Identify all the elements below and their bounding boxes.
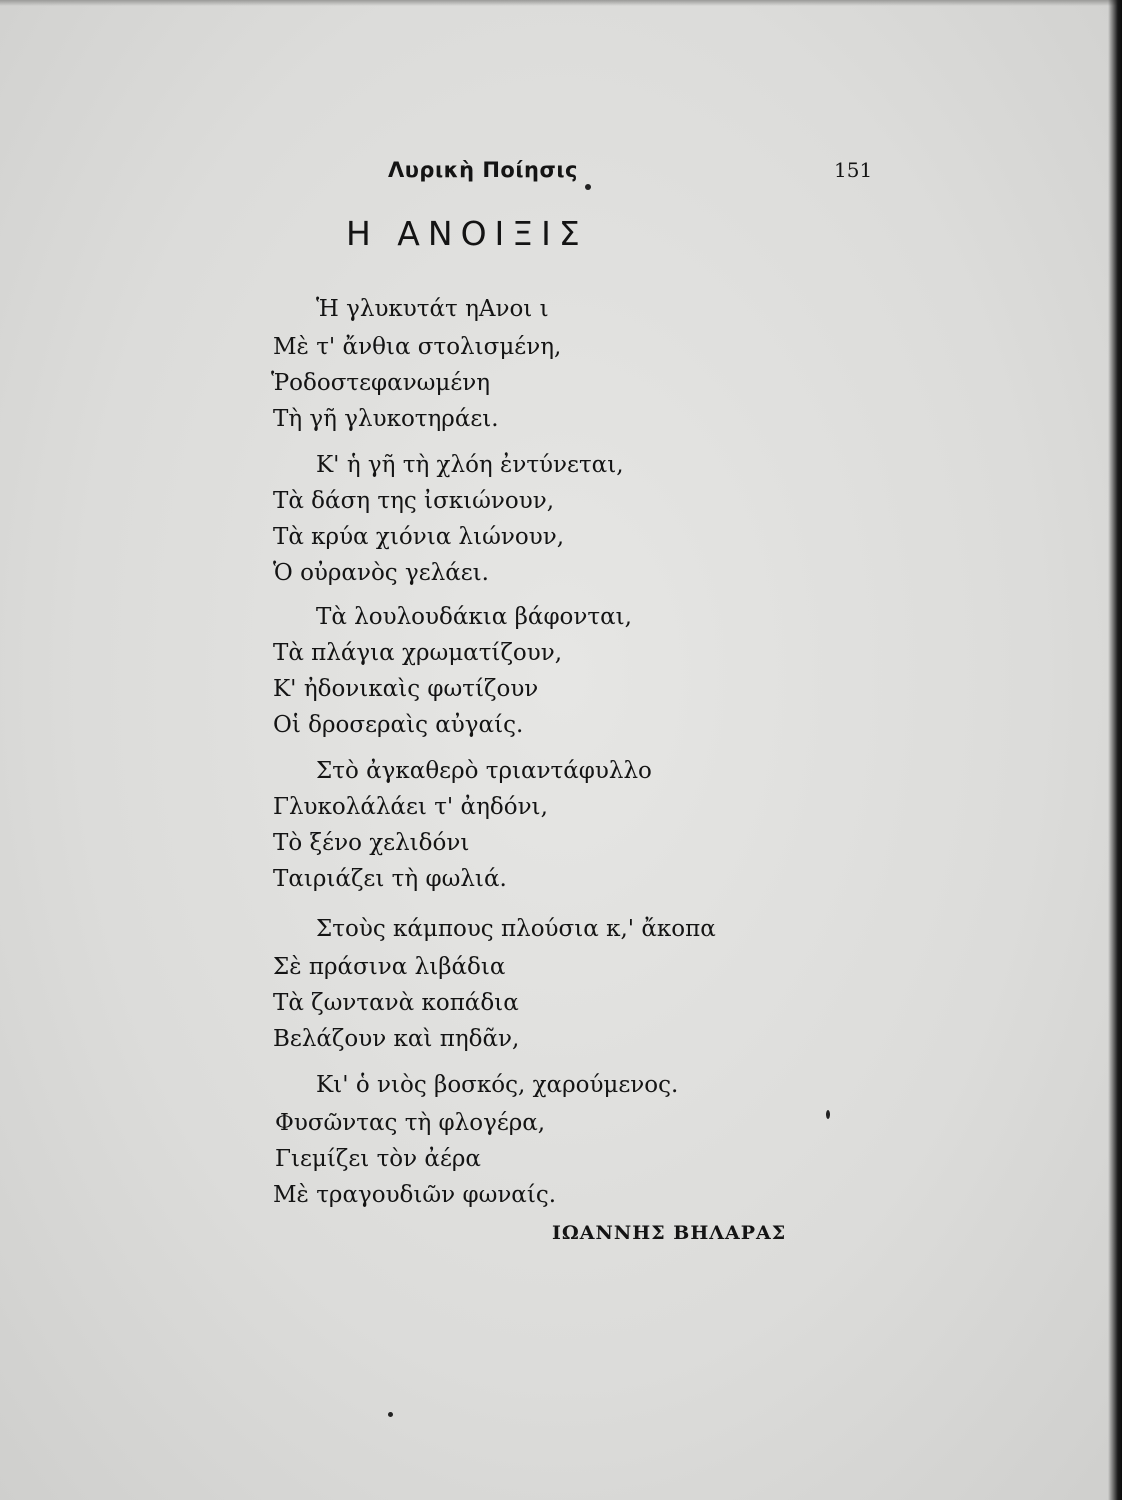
poem-line: Τὰ ζωντανὰ κοπάδια [273,990,519,1016]
poem-line: Ἡ γλυκυτάτ ηΑνοι ι [316,296,549,322]
poem-line: Κ' ἡ γῆ τὴ χλόη ἐντύνεται, [316,452,624,478]
poem-line: Τὸ ξένο χελιδόνι [273,830,470,856]
page-top-shadow [0,0,1122,6]
poem-line: Τὴ γῆ γλυκοτηράει. [273,406,499,432]
scan-speck [585,184,591,190]
poem-line: Ὁ οὐρανὸς γελάει. [273,560,489,586]
poem-title: Η ΑΝΟΙΞΙΣ [346,214,588,253]
poem-line: Κ' ἠδονικαὶς φωτίζουν [273,676,539,702]
poem-line: Μὲ τ' ἄνθια στολισμένη, [273,334,562,360]
poem-line: Ταιριάζει τὴ φωλιά. [273,866,507,892]
poem-author: ΙΩΑΝΝΗΣ ΒΗΛΑΡΑΣ [552,1222,787,1244]
poem-line: Κι' ὁ νιὸς βοσκός, χαρούμενος. [316,1072,679,1098]
page-right-edge [1108,0,1122,1500]
scan-speck [826,1110,830,1119]
poem-line: Ῥοδοστεφανωμένη [271,370,491,396]
poem-line: Βελάζουν καὶ πηδᾶν, [273,1026,520,1052]
poem-line: Τὰ πλάγια χρωματίζουν, [273,640,563,666]
running-head: Λυρικὴ Ποίησις [388,158,578,182]
poem-line: Τὰ κρύα χιόνια λιώνουν, [273,524,565,550]
poem-line: Σὲ πράσινα λιβάδια [273,954,506,980]
poem-line: Γλυκολάλάει τ' ἀηδόνι, [273,794,548,820]
poem-line: Οἱ δροσεραὶς αὐγαίς. [273,712,524,738]
poem-line: Στὸ ἀγκαθερὸ τριαντάφυλλο [316,758,652,784]
poem-line: Τὰ δάση της ἰσκιώνουν, [273,488,555,514]
poem-line: Γιεμίζει τὸν ἀέρα [275,1146,481,1172]
poem-line: Φυσῶντας τὴ φλογέρα, [275,1110,546,1136]
scan-speck [388,1412,393,1417]
poem-line: Στοὺς κάμπους πλούσια κ,' ἄκοπα [316,916,716,942]
poem-line: Μὲ τραγουδιῶν φωναίς. [273,1182,557,1208]
poem-line: Τὰ λουλουδάκια βάφονται, [316,604,632,630]
page-number: 151 [834,158,873,182]
